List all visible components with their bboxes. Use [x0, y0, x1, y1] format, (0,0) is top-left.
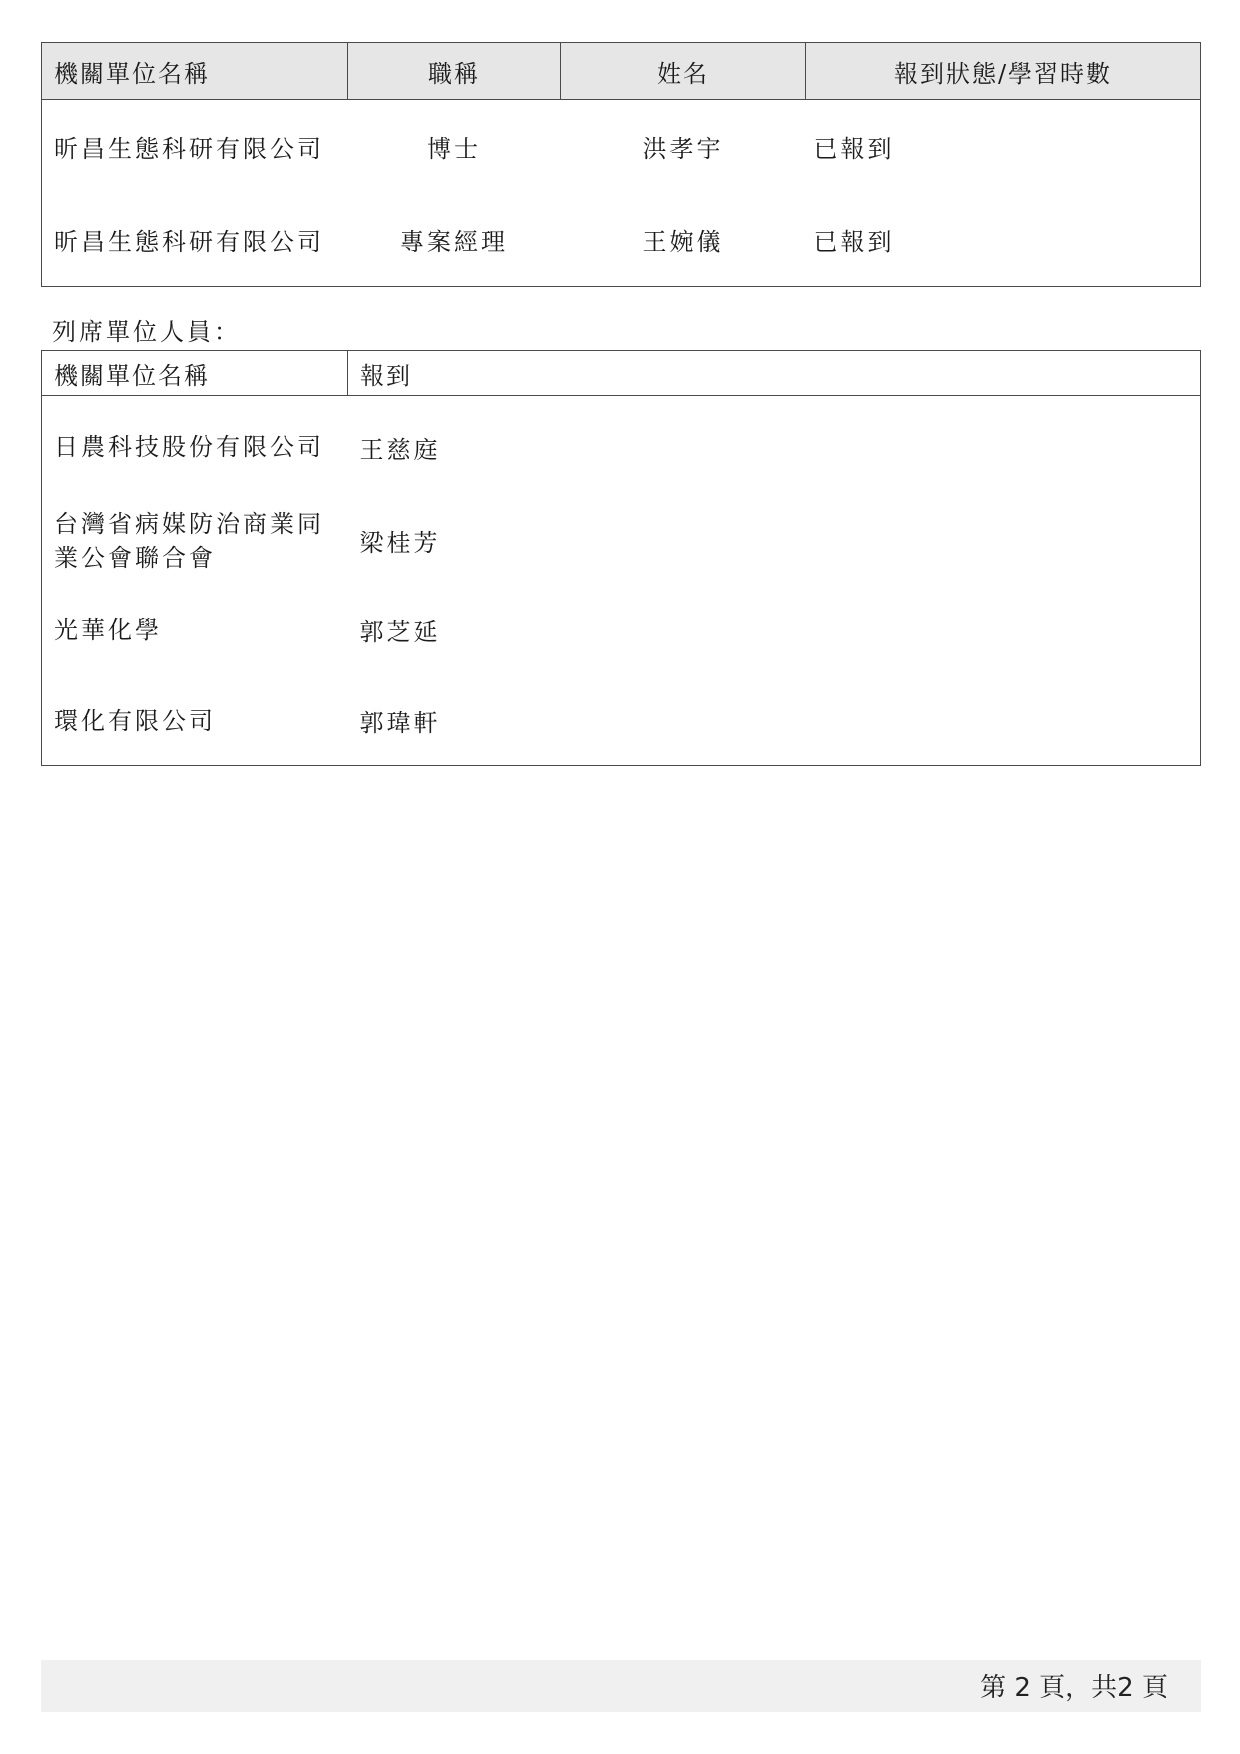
table-row [42, 193, 1201, 287]
header-org: 機關單位名稱 [42, 351, 348, 396]
org-cell: 日農科技股份有限公司 [42, 396, 348, 499]
org-cell: 環化有限公司 [42, 677, 348, 766]
table-header-row [42, 351, 1201, 396]
name-cell: 郭芝延 [348, 583, 1201, 677]
header-title: 職稱 [348, 43, 561, 100]
table-row [42, 499, 1201, 583]
org-cell: 昕昌生態科研有限公司 [42, 100, 348, 194]
title-cell: 博士 [427, 135, 481, 163]
title-cell: 專案經理 [348, 193, 561, 287]
status-cell: 已報到 [806, 193, 1201, 287]
header-checkin: 報到 [348, 351, 1201, 396]
status-cell: 已報到 [806, 100, 1201, 194]
name-cell: 王慈庭 [348, 396, 1201, 499]
name-cell: 郭瑋軒 [348, 677, 1201, 766]
name-cell: 梁桂芳 [348, 499, 1201, 583]
table-header-row [42, 43, 1201, 100]
page-number: 第 2 頁，共2 頁 [980, 1673, 1168, 1703]
table-row [42, 100, 1201, 194]
table-row [42, 677, 1201, 766]
org-cell: 昕昌生態科研有限公司 [42, 193, 348, 287]
name-cell: 洪孝宇 [642, 135, 724, 163]
org-cell: 台灣省病媒防治商業同業公會聯合會 [42, 499, 348, 583]
org-cell: 光華化學 [42, 583, 348, 677]
header-org: 機關單位名稱 [42, 43, 348, 100]
observers-table [41, 350, 1201, 766]
header-status: 報到狀態/學習時數 [806, 43, 1201, 100]
header-name: 姓名 [561, 43, 806, 100]
table-row [42, 396, 1201, 499]
attendance-table [41, 42, 1201, 287]
table-row [42, 583, 1201, 677]
observers-section-title: 列席單位人員： [52, 318, 241, 346]
name-cell: 王婉儀 [561, 193, 806, 287]
